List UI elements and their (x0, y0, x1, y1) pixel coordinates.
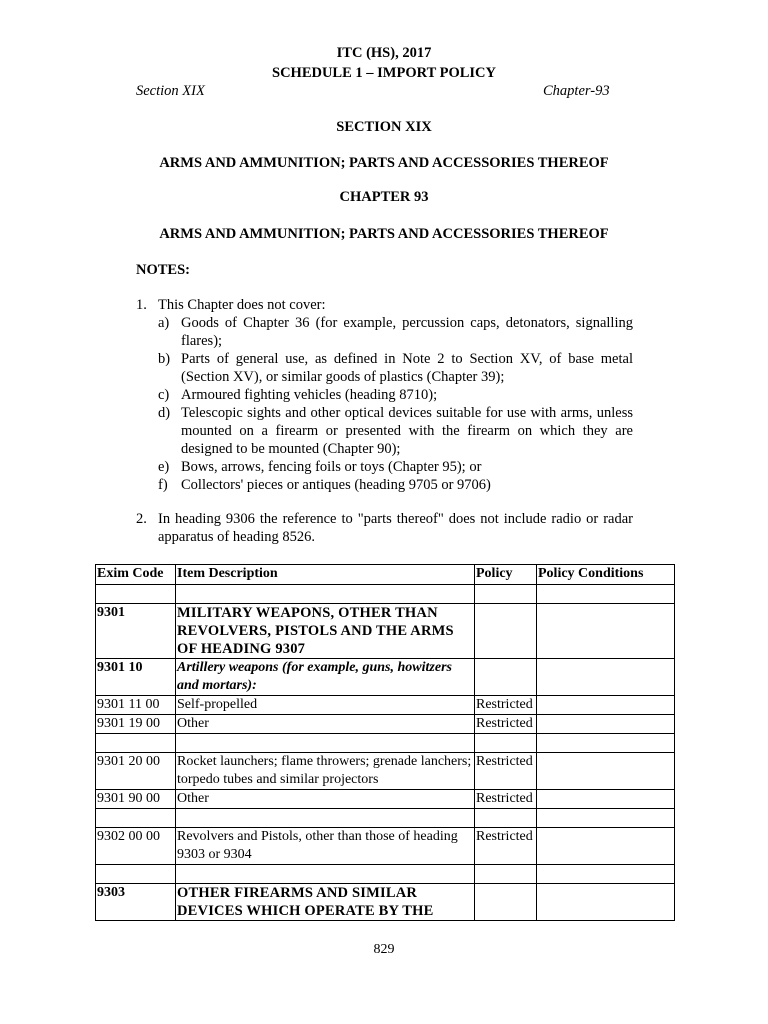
list-item-text: Telescopic sights and other optical devices suitable for use with arms, unless mounted on a firearm or presented with the firearm on which they are designed to be mounted (Chapter 90); (181, 405, 633, 457)
chapter-subtitle: ARMS AND AMMUNITION; PARTS AND ACCESSORIES THEREOF (159, 226, 609, 242)
item-description-cell: Revolvers and Pistols, other than those of heading 9303 or 9304 (176, 828, 475, 865)
policy-cell (475, 659, 537, 696)
note-1 (136, 296, 633, 314)
list-item-text: Goods of Chapter 36 (for example, percussion caps, detonators, signalling flares); (181, 315, 633, 349)
policy-cell: Restricted (475, 828, 537, 865)
item-description-cell: Rocket launchers; flame throwers; grenade lanchers; torpedo tubes and similar projectors (176, 753, 475, 790)
policy-cell: Restricted (475, 790, 537, 809)
table-row-blank (96, 585, 675, 604)
note-2 (136, 510, 633, 546)
exim-code-cell: 9301 19 00 (96, 715, 176, 734)
schedule-title: SCHEDULE 1 – IMPORT POLICY (272, 65, 496, 81)
item-description-cell: Other (176, 790, 475, 809)
policy-conditions-cell (537, 790, 675, 809)
table-row-blank (96, 734, 675, 753)
policy-conditions-cell (537, 884, 675, 921)
item-description-cell: Artillery weapons (for example, guns, howitzers and mortars): (176, 659, 475, 696)
list-item-text: Collectors' pieces or antiques (heading 9705 or 9706) (181, 477, 491, 493)
list-item-letter: e) (158, 459, 170, 475)
section-title: SECTION XIX (336, 119, 432, 135)
page-number: 829 (373, 942, 395, 957)
policy-cell (475, 604, 537, 659)
policy-cell: Restricted (475, 696, 537, 715)
column-header-policy-conditions: Policy Conditions (537, 565, 675, 585)
policy-conditions-cell (537, 828, 675, 865)
policy-conditions-cell (537, 659, 675, 696)
exim-code-cell: 9301 20 00 (96, 753, 176, 790)
table-row (96, 659, 675, 696)
column-header-exim-code: Exim Code (96, 565, 176, 585)
policy-conditions-cell (537, 753, 675, 790)
list-item (158, 458, 633, 476)
exim-code-cell: 9303 (96, 884, 176, 921)
policy-conditions-cell (537, 604, 675, 659)
table-row-blank (96, 809, 675, 828)
import-policy-table (95, 564, 675, 921)
table-row (96, 696, 675, 715)
item-description-cell: OTHER FIREARMS AND SIMILAR DEVICES WHICH OPERATE BY THE (176, 884, 475, 921)
note-1-sublist (158, 314, 633, 494)
list-item-letter: c) (158, 387, 170, 403)
notes-heading: NOTES: (136, 262, 190, 278)
list-item-letter: b) (158, 351, 171, 367)
item-description-cell: Other (176, 715, 475, 734)
note-number: 2. (136, 511, 147, 527)
column-header-policy: Policy (475, 565, 537, 585)
policy-cell: Restricted (475, 715, 537, 734)
list-item (158, 386, 633, 404)
list-item-letter: f) (158, 477, 168, 493)
list-item (158, 404, 633, 458)
list-item (158, 476, 633, 494)
table-row (96, 753, 675, 790)
exim-code-cell: 9301 90 00 (96, 790, 176, 809)
note-number: 1. (136, 297, 147, 313)
exim-code-cell: 9301 (96, 604, 176, 659)
table-row (96, 604, 675, 659)
table-row (96, 884, 675, 921)
list-item-letter: d) (158, 405, 171, 421)
table-header-row (96, 565, 675, 585)
item-description-cell: Self-propelled (176, 696, 475, 715)
list-item-text: Parts of general use, as defined in Note 2 to Section XV, of base metal (Section XV), or similar goods of plastics (Chapter 39); (181, 351, 633, 385)
column-header-item-description: Item Description (176, 565, 475, 585)
policy-cell: Restricted (475, 753, 537, 790)
policy-conditions-cell (537, 696, 675, 715)
table-row-blank (96, 865, 675, 884)
note-text: In heading 9306 the reference to "parts thereof" does not include radio or radar apparatus of heading 8526. (158, 511, 633, 545)
item-description-cell: MILITARY WEAPONS, OTHER THAN REVOLVERS, PISTOLS AND THE ARMS OF HEADING 9307 (176, 604, 475, 659)
list-item-text: Armoured fighting vehicles (heading 8710); (181, 387, 438, 403)
list-item (158, 314, 633, 350)
list-item-letter: a) (158, 315, 170, 331)
list-item (158, 350, 633, 386)
chapter-title: CHAPTER 93 (339, 189, 429, 205)
exim-code-cell: 9301 10 (96, 659, 176, 696)
exim-code-cell: 9301 11 00 (96, 696, 176, 715)
policy-conditions-cell (537, 715, 675, 734)
table-row (96, 828, 675, 865)
table-row (96, 715, 675, 734)
policy-cell (475, 884, 537, 921)
note-text: This Chapter does not cover: (158, 297, 326, 313)
exim-code-cell: 9302 00 00 (96, 828, 176, 865)
document-title: ITC (HS), 2017 (336, 45, 432, 61)
running-header-section: Section XIX (136, 83, 205, 99)
section-subtitle: ARMS AND AMMUNITION; PARTS AND ACCESSORIES THEREOF (159, 155, 609, 171)
list-item-text: Bows, arrows, fencing foils or toys (Chapter 95); or (181, 459, 482, 475)
table-row (96, 790, 675, 809)
running-header-chapter: Chapter-93 (543, 83, 610, 99)
